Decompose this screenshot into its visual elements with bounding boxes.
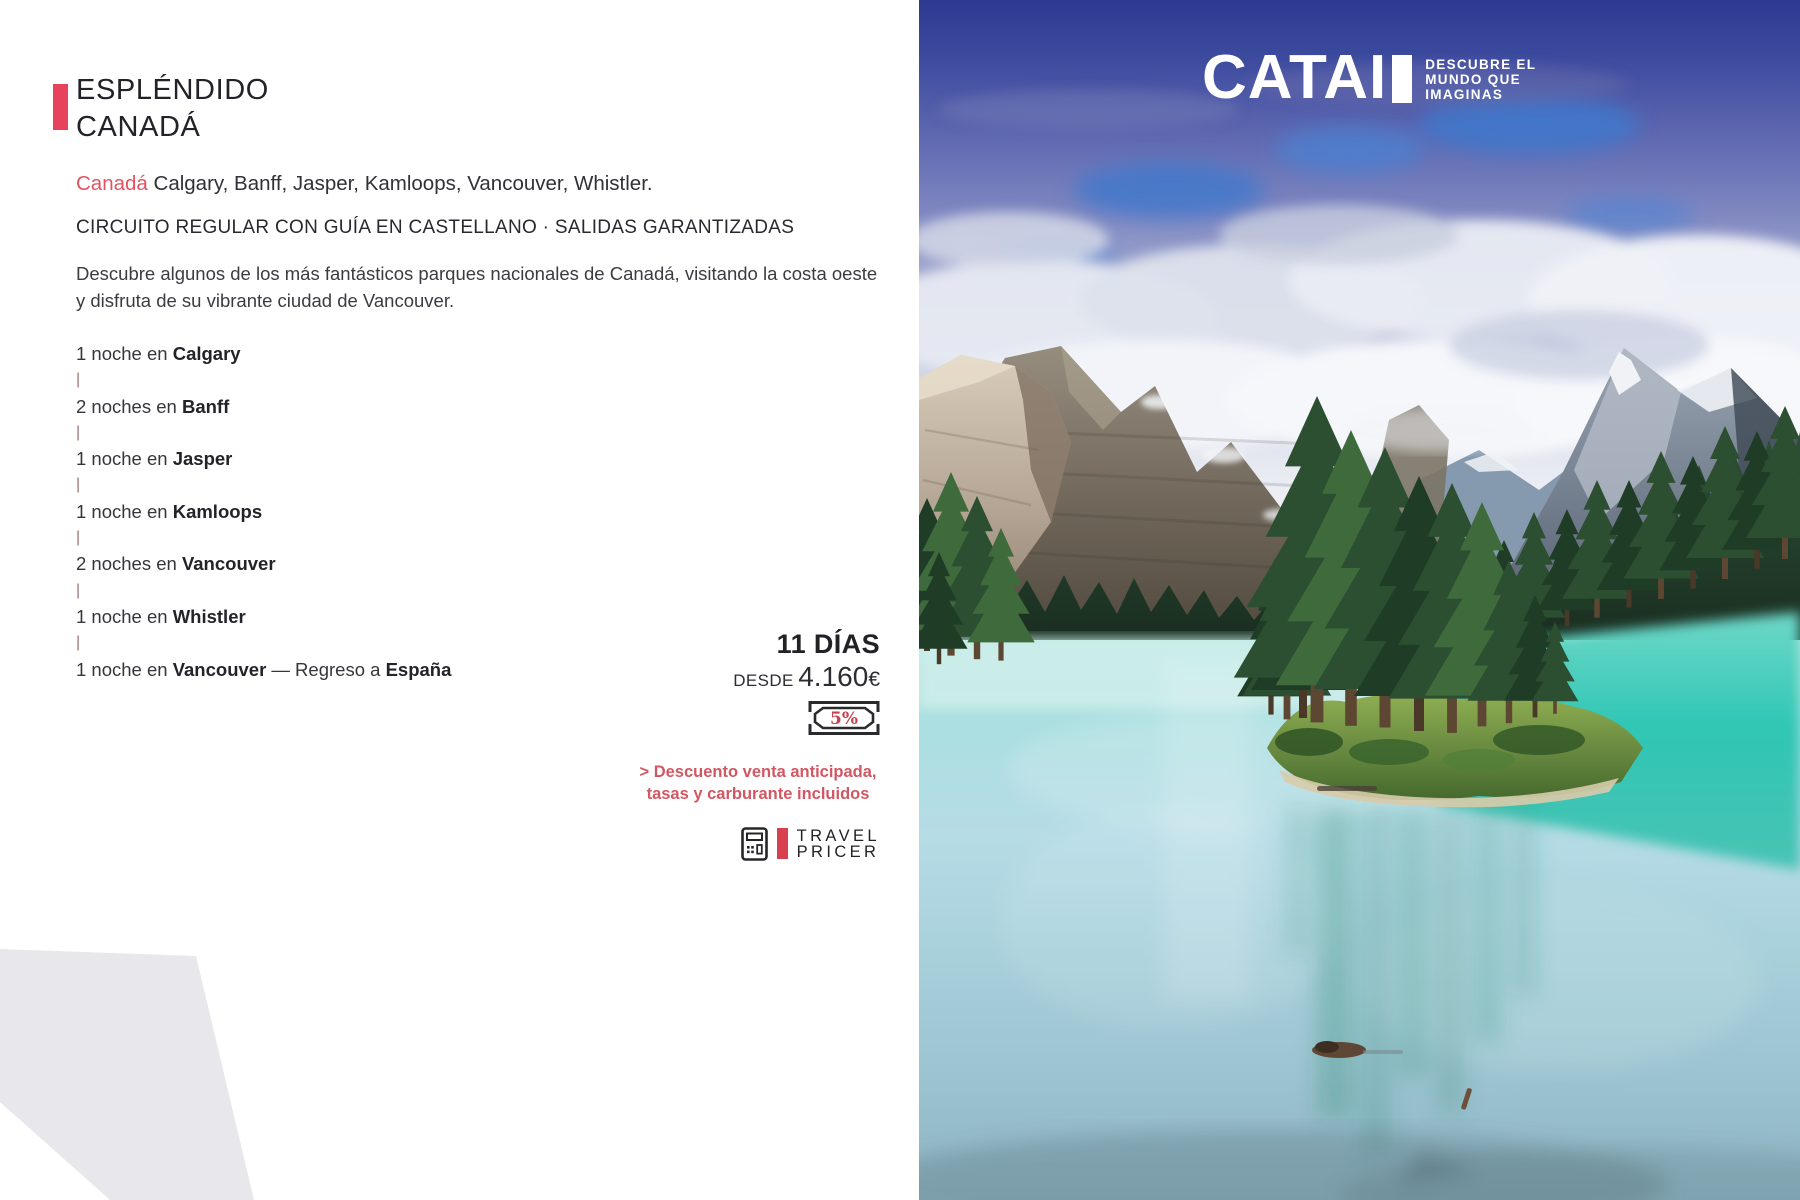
price-from-label: DESDE [733,671,794,690]
travel-pricer-red-bar [777,828,788,859]
itinerary-item: 1 noche en Kamloops [76,500,263,522]
title-accent-bar [53,84,68,130]
itinerary-item: 1 noche en Jasper [76,448,233,470]
itinerary-separator: | [76,529,81,547]
price-block [636,629,880,861]
itinerary-separator: | [76,423,81,441]
destinations-line [76,172,653,196]
discount-note: > Descuento venta anticipada, tasas y carburante incluidos [639,763,877,803]
itinerary-item: 2 noches en Banff [76,395,230,417]
itinerary-item: 2 noches en Vancouver [76,553,276,575]
circuit-line: CIRCUITO REGULAR CON GUÍA EN CASTELLANO · SALIDAS GARANTIZADAS [76,217,795,238]
page-title-line2: CANADÁ [76,111,201,143]
calculator-icon [741,827,768,861]
destination-cities: Calgary, Banff, Jasper, Kamloops, Vancouver, Whistler. [153,172,653,195]
itinerary-item: 1 noche en Vancouver — Regreso a España [76,658,452,680]
travel-pricer-wordmark: TRAVEL PRICER [796,826,880,861]
cloud-wisp [1349,408,1529,452]
itinerary-item: 1 noche en Calgary [76,343,241,364]
price-from-line [636,661,880,693]
itinerary-item: 1 noche en Whistler [76,605,246,627]
itinerary-separator: | [76,634,81,652]
discount-badge-value: 5% [830,709,858,729]
page-title-line1: ESPLÉNDIDO [76,74,269,106]
price-currency: € [868,668,880,691]
price-amount: 4.160 [798,661,869,692]
trip-duration: 11 DÍAS [776,629,880,659]
lake-photo [919,0,1800,1200]
itinerary [76,341,451,683]
itinerary-separator: | [76,371,81,389]
travel-pricer-logo [636,827,880,861]
description-paragraph: Descubre algunos de los más fantásticos parques nacionales de Canadá, visitando la costa oeste y disfruta de su vibrante ciudad de Vancouver. [76,263,878,311]
discount-ticket-icon [636,699,880,742]
catai-tagline: DESCUBRE EL MUNDO QUE IMAGINAS [1425,57,1537,102]
catai-logo-i-block [1392,55,1412,103]
note-chevron-icon: > [639,763,650,781]
destination-country: Canadá [76,172,148,195]
itinerary-separator: | [76,476,81,494]
page-title [76,72,269,146]
catai-logo [1202,43,1537,112]
mountain-lake-illustration [919,0,1800,1200]
itinerary-separator: | [76,581,81,599]
catai-wordmark: CATAI [1202,43,1388,112]
